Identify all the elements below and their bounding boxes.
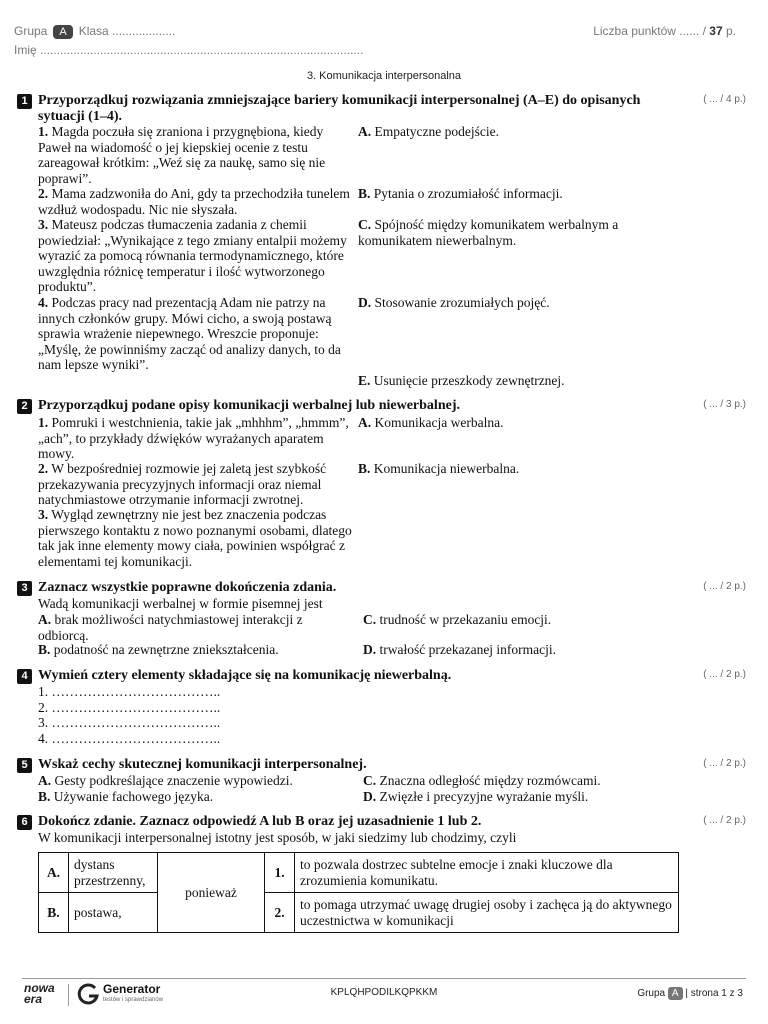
q1-option-d: D. Stosowanie zrozumiałych pojęć.	[358, 295, 550, 310]
q3-option-c: C. trudność w przekazaniu emocji.	[363, 612, 552, 627]
q3-option-b: B. podatność na zewnętrzne zniekształcenia.	[38, 642, 279, 657]
q1-option-a: A. Empatyczne podejście.	[358, 124, 499, 139]
document-code: KPLQHPODILKQPKKM	[330, 987, 438, 998]
q1-item-1: 1. Magda poczuła się zraniona i przygnębiona, kiedy Paweł na wiadomość o jej kiepskiej ocenie z testu zareagował krótkim: „Weź się za naukę, samo się nie poprawi”.	[38, 124, 326, 186]
q6-answer-table	[38, 852, 679, 933]
q4-answer-line-2[interactable]: 2. ………………………………..	[38, 700, 221, 715]
question-6-title: Dokończ zdanie. Zaznacz odpowiedź A lub B oraz jej uzasadnienie 1 lub 2.	[38, 814, 482, 829]
q2-item-3: 3. Wygląd zewnętrzny nie jest bez znaczenia podczas pierwszego kontaktu z nowo poznanymi osobami, dlatego tak jak inne elementy mowy ciała, powinien współgrać z elementami tej komunikacji.	[38, 507, 352, 569]
question-5-points: ( ... / 2 p.)	[703, 758, 746, 769]
question-2-points: ( ... / 3 p.)	[703, 399, 746, 410]
question-5-title: Wskaż cechy skutecznej komunikacji interpersonalnej.	[38, 757, 367, 772]
q6-stem: W komunikacji interpersonalnej istotny jest sposób, w jaki siedzimy lub chodzimy, czyli	[38, 830, 517, 845]
question-number-3: 3	[17, 581, 32, 596]
question-number-2: 2	[17, 399, 32, 414]
q4-answer-line-1[interactable]: 1. ………………………………..	[38, 684, 221, 699]
q6-connector: ponieważ	[158, 853, 265, 933]
question-2-title: Przyporządkuj podane opisy komunikacji werbalnej lub niewerbalnej.	[38, 398, 460, 413]
question-4-title: Wymień cztery elementy składające się na komunikację niewerbalną.	[38, 668, 452, 683]
question-1-title: Przyporządkuj rozwiązania zmniejszające bariery komunikacji interpersonalnej (A–E) do opisanych sytuacji (1–4).	[38, 93, 641, 124]
question-number-4: 4	[17, 669, 32, 684]
section-title: 3. Komunikacja interpersonalna	[306, 70, 462, 82]
group-label: Grupa	[14, 24, 48, 38]
q6-option-b-text[interactable]: postawa,	[69, 893, 158, 933]
footer-page-info	[637, 987, 743, 1000]
q5-option-b[interactable]: B. Używanie fachowego języka.	[38, 789, 214, 804]
question-3-title: Zaznacz wszystkie poprawne dokończenia zdania.	[38, 580, 337, 595]
q1-item-4: 4. Podczas pracy nad prezentacją Adam nie patrzy na innych członków grupy. Mówi cicho, a swoją postawą sprawia wrażenie niepewnego. Wreszcie proponuje: „Myślę, że powinniśmy zacząć od analizy danych, to da nam lepsze wyniki”.	[38, 295, 341, 372]
question-4-points: ( ... / 2 p.)	[703, 669, 746, 680]
group-badge: A	[53, 25, 72, 39]
name-field: Imię .................................................................................................	[14, 43, 364, 57]
q6-option-a-text[interactable]: dystans przestrzenny,	[69, 853, 158, 893]
footer-divider	[22, 978, 746, 979]
q6-option-a-letter[interactable]: A.	[39, 853, 69, 893]
points-total: 37	[709, 24, 723, 38]
points-label: Liczba punktów ...... /	[593, 24, 706, 38]
q6-reason-2-number[interactable]: 2.	[265, 893, 295, 933]
generator-logo-text: Generator testów i sprawdzianów	[103, 982, 164, 1003]
q3-stem: Wadą komunikacji werbalnej w formie pisemnej jest	[38, 596, 323, 611]
q4-answer-line-3[interactable]: 3. ………………………………..	[38, 715, 221, 730]
q6-reason-1-text[interactable]: to pozwala dostrzec subtelne emocje i znaki kluczowe dla zrozumienia komunikatu.	[295, 853, 679, 893]
class-label: Klasa ...................	[78, 24, 176, 38]
q1-item-3: 3. Mateusz podczas tłumaczenia zadania z chemii powiedział: „Wynikające z tego zmiany entalpii możemy wyrazić za pomocą równania termodynamicznego, które uwzględnia różnicę temperatur i ilość wytworzonego produktu”.	[38, 217, 347, 294]
page-number: | strona 1 z 3	[685, 988, 743, 999]
q3-option-d: D. trwałość przekazanej informacji.	[363, 642, 557, 657]
points-summary	[593, 24, 736, 38]
q1-option-b: B. Pytania o zrozumiałość informacji.	[358, 186, 563, 201]
q5-option-a[interactable]: A. Gesty podkreślające znaczenie wypowiedzi.	[38, 773, 293, 788]
footer-group-badge: A	[668, 987, 683, 1000]
q1-option-e: E. Usunięcie przeszkody zewnętrznej.	[358, 373, 565, 388]
footer-group-label: Grupa	[637, 988, 666, 999]
question-3-points: ( ... / 2 p.)	[703, 581, 746, 592]
q6-reason-2-text[interactable]: to pomaga utrzymać uwagę drugiej osoby i zachęca ją do aktywnego uczestnictwa w komunikacji	[295, 893, 679, 933]
q2-item-2: 2. W bezpośredniej rozmowie jej zaletą jest szybkość przekazywania precyzyjnych informacji oraz niemal natychmiastowe otrzymanie informacji zwrotnej.	[38, 461, 327, 507]
q6-reason-1-number[interactable]: 1.	[265, 853, 295, 893]
question-6-points: ( ... / 2 p.)	[703, 815, 746, 826]
q3-option-a: A. brak możliwości natychmiastowej interakcji z odbiorcą.	[38, 612, 303, 643]
nowa-era-logo: nowa era	[24, 981, 55, 1006]
question-number-5: 5	[17, 758, 32, 773]
question-number-6: 6	[17, 815, 32, 830]
q2-item-1: 1. Pomruki i westchnienia, takie jak „mhhhm”, „hmmm”, „ach”, to przykłady dźwięków wyrażanych aparatem mowy.	[38, 415, 349, 461]
q1-item-2: 2. Mama zadzwoniła do Ani, gdy ta przechodziła tunelem wzdłuż wodospadu. Nic nie słyszała.	[38, 186, 350, 217]
q2-option-b: B. Komunikacja niewerbalna.	[358, 461, 520, 476]
q5-option-d[interactable]: D. Zwięzłe i precyzyjne wyrażanie myśli.	[363, 789, 589, 804]
q6-option-b-letter[interactable]: B.	[39, 893, 69, 933]
points-suffix: p.	[725, 24, 736, 38]
header-group	[14, 24, 175, 39]
q5-option-c[interactable]: C. Znaczna odległość między rozmówcami.	[363, 773, 601, 788]
question-number-1: 1	[17, 94, 32, 109]
q1-option-c: C. Spójność między komunikatem werbalnym a komunikatem niewerbalnym.	[358, 217, 619, 248]
q4-answer-line-4[interactable]: 4. ………………………………..	[38, 731, 221, 746]
question-1-points: ( ... / 4 p.)	[703, 94, 746, 105]
q2-option-a: A. Komunikacja werbalna.	[358, 415, 504, 430]
